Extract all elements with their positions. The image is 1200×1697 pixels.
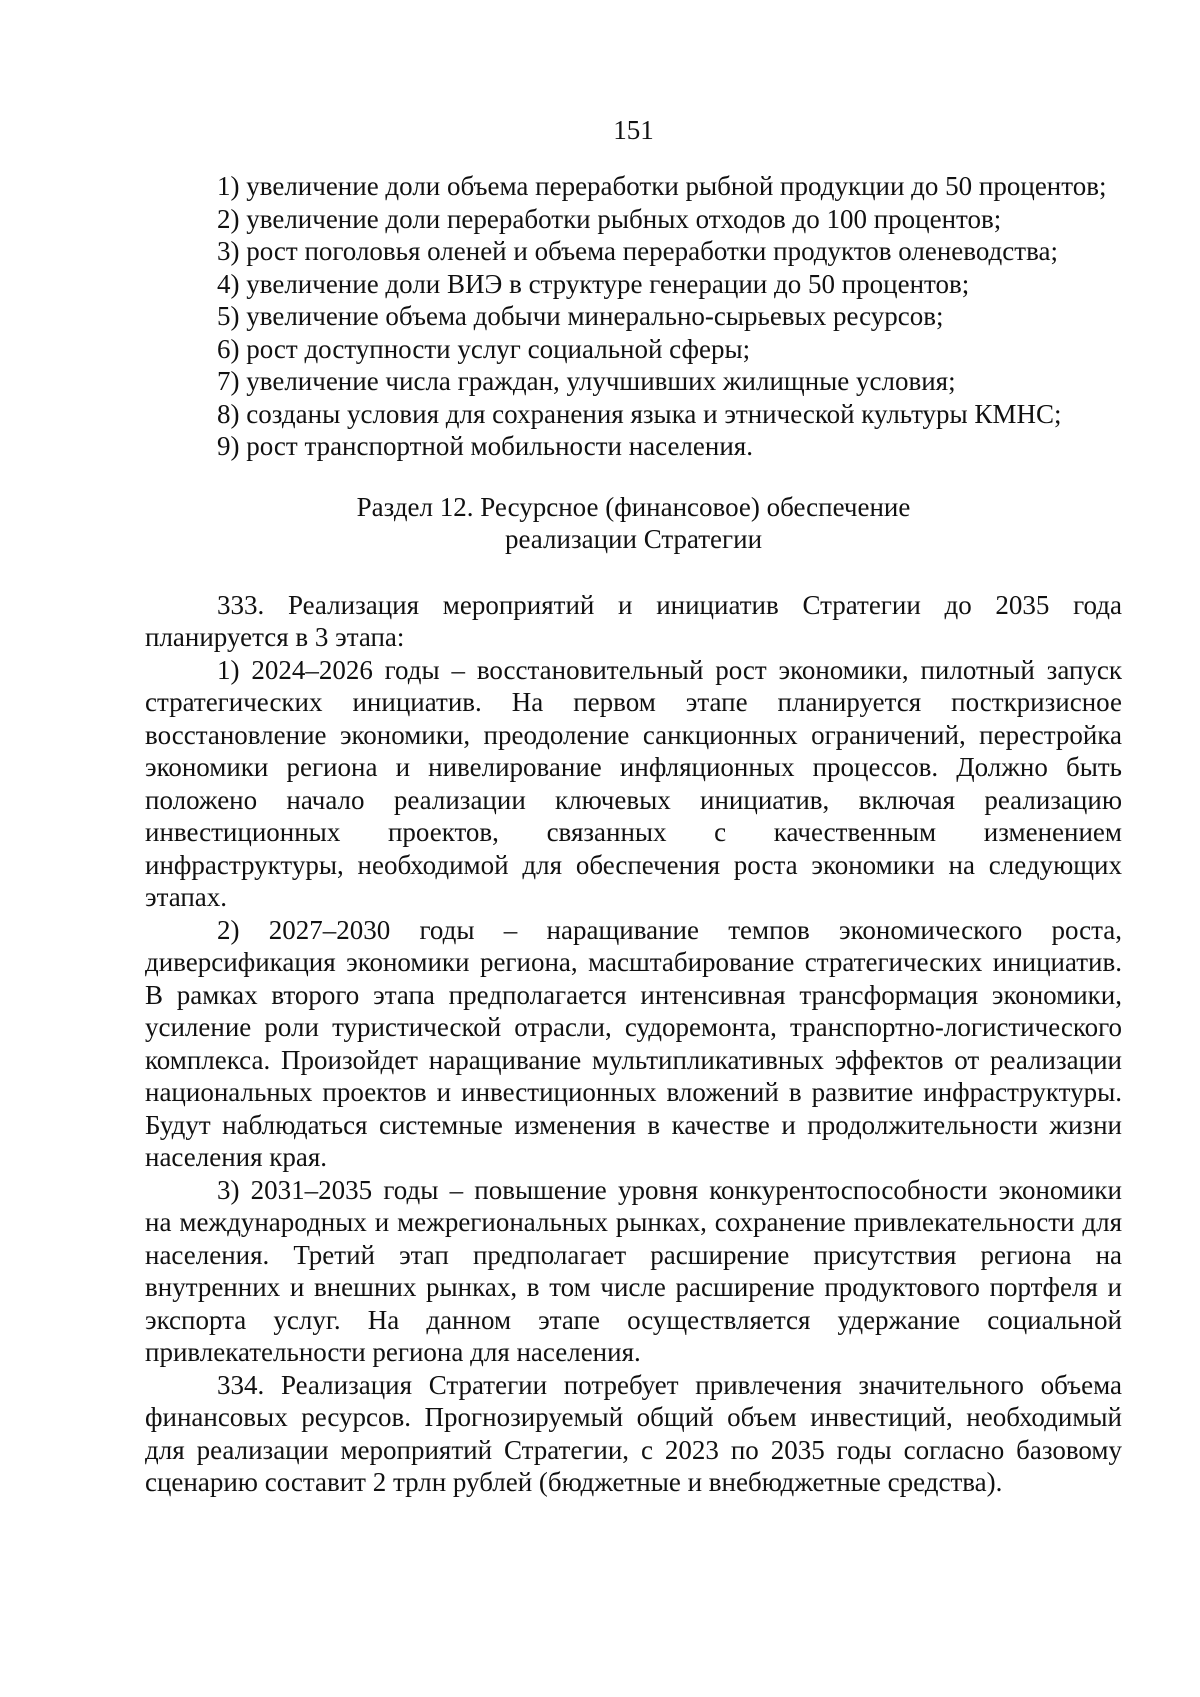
list-item: 9) рост транспортной мобильности населения.	[217, 431, 753, 461]
list-item: 8) созданы условия для сохранения языка и этнической культуры КМНС;	[217, 398, 1062, 429]
list-item: 2) увеличение доли переработки рыбных отходов до 100 процентов;	[217, 203, 1002, 234]
section-heading-line-2: реализации Стратегии	[504, 524, 763, 554]
list-item: 3) рост поголовья оленей и объема переработки продуктов оленеводства;	[217, 236, 1058, 266]
results-list	[145, 170, 1122, 463]
section-heading	[145, 491, 1122, 556]
list-item: 7) увеличение числа граждан, улучшивших жилищные условия;	[217, 366, 956, 396]
document-page	[145, 112, 1122, 1499]
paragraph-stage-3: 3) 2031–2035 годы – повышение уровня конкурентоспособности экономики на международных и межрегиональных рынках, сохранение привлекательности для населения. Третий этап предполагает расширение присутствия региона на внутренних и внешних рынках, в том числе расширение продуктового портфеля и экспорта услуг. На данном этапе осуществляется удержание социальной привлекательности региона для населения.	[145, 1174, 1122, 1367]
paragraph-stage-1: 1) 2024–2026 годы – восстановительный рост экономики, пилотный запуск стратегических инициатив. На первом этапе планируется посткризисное восстановление экономики, преодоление санкционных ограничений, перестройка экономики региона и нивелирование инфляционных процессов. Должно быть положено начало реализации ключевых инициатив, включая реализацию инвестиционных проектов, связанных с качественным изменением инфраструктуры, необходимой для обеспечения роста экономики на следующих этапах.	[145, 654, 1122, 912]
list-item: 4) увеличение доли ВИЭ в структуре генерации до 50 процентов;	[217, 268, 970, 299]
list-item: 5) увеличение объема добычи минерально-сырьевых ресурсов;	[217, 301, 944, 331]
paragraph-334: 334. Реализация Стратегии потребует привлечения значительного объема финансовых ресурсов. Прогнозируемый общий объем инвестиций, необходимый для реализации мероприятий Стратегии, с 2023 по 2035 годы согласно базовому сценарию составит 2 трлн рублей (бюджетные и внебюджетные средства).	[145, 1369, 1122, 1497]
list-item: 1) увеличение доли объема переработки рыбной продукции до 50 процентов;	[217, 171, 1107, 201]
list-item: 6) рост доступности услуг социальной сферы;	[217, 333, 751, 364]
section-heading-line-1: Раздел 12. Ресурсное (финансовое) обеспечение	[356, 491, 911, 522]
paragraph-stage-2: 2) 2027–2030 годы – наращивание темпов экономического роста, диверсификация экономики региона, масштабирование стратегических инициатив. В рамках второго этапа предполагается интенсивная трансформация экономики, усиление роли туристической отрасли, судоремонта, транспортно-логистического комплекса. Произойдет наращивание мультипликативных эффектов от реализации национальных проектов и инвестиционных вложений в развитие инфраструктуры. Будут наблюдаться системные изменения в качестве и продолжительности жизни населения края.	[145, 914, 1122, 1172]
section-body	[145, 589, 1122, 1499]
paragraph-333: 333. Реализация мероприятий и инициатив Стратегии до 2035 года планируется в 3 этапа:	[145, 589, 1122, 652]
page-number: 151	[613, 115, 654, 145]
